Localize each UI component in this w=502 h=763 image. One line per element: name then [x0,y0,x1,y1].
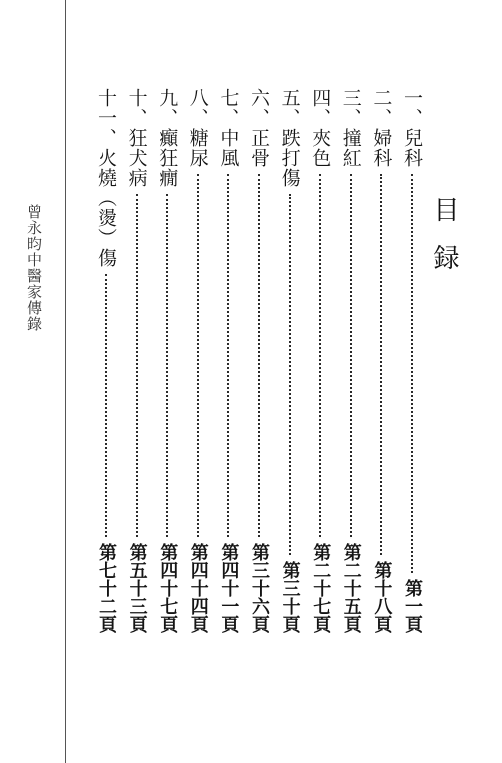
toc-entry-title: 八、糖尿 [186,88,209,168]
toc-entry-title: 二、婦科 [370,88,393,168]
toc-entry-05[interactable] [277,88,303,633]
dot-leader [380,174,382,555]
toc-entry-title: 四、夾色 [309,88,332,168]
dot-leader [411,174,413,573]
toc-entry-title: 六、正骨 [248,88,270,168]
toc-entry-title: 十一、火燒（燙）傷 [95,88,117,268]
dot-leader [227,174,229,537]
dot-leader [136,194,138,537]
toc-entry-02[interactable] [368,88,394,633]
toc-entry-title: 九、癲狂癇 [156,88,179,188]
dot-leader [166,194,168,537]
dot-leader [319,174,321,537]
toc-entry-10[interactable] [124,88,150,633]
dot-leader [197,174,199,537]
toc-entry-page: 第四十七頁 [157,543,179,633]
toc-entry-title: 五、跌打傷 [278,88,301,188]
toc-entry-09[interactable] [154,88,180,633]
dot-leader [258,174,260,537]
dot-leader [289,194,291,555]
toc-entry-page: 第五十三頁 [126,543,148,633]
toc-entry-page: 第四十四頁 [187,543,209,633]
toc-entry-page: 第十八頁 [371,561,393,633]
toc-entry-04[interactable] [307,88,333,633]
toc-entry-title: 十、狂犬病 [125,88,148,188]
toc-entry-page: 第二十五頁 [340,543,362,633]
toc-entry-page: 第二十七頁 [310,543,332,633]
toc-entry-06[interactable] [246,88,272,633]
toc-heading: 目録 [429,196,459,292]
toc-entry-01[interactable] [399,88,425,633]
toc-entry-title: 三、撞紅 [339,88,362,168]
book-title: 曾永昀中醫家傳錄 [25,204,43,332]
toc-entry-page: 第一頁 [402,579,423,633]
toc-entry-03[interactable] [338,88,364,633]
margin-rule [65,0,66,763]
toc-entry-page: 第三十頁 [279,561,301,633]
toc-entry-title: 一、兒科 [401,88,423,168]
toc-entry-title: 七、中風 [217,88,240,168]
toc-entry-page: 第七十二頁 [96,543,117,633]
toc-entry-08[interactable] [185,88,211,633]
toc-entry-07[interactable] [215,88,241,633]
toc-entry-page: 第三十六頁 [249,543,270,633]
toc-entry-page: 第四十一頁 [218,543,240,633]
toc-entry-11[interactable] [93,88,119,633]
dot-leader [350,174,352,537]
dot-leader [105,274,107,537]
